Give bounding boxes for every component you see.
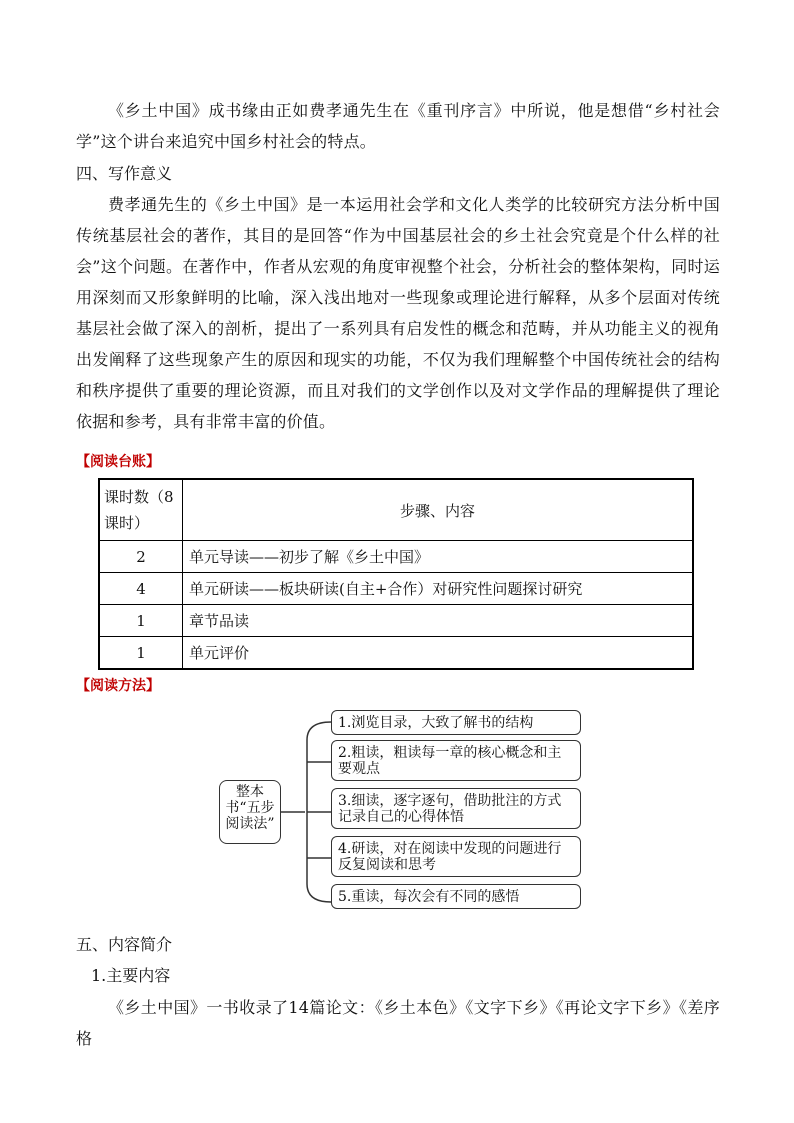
- table-row: [99, 573, 693, 605]
- table-row: [99, 637, 693, 670]
- row-hours: 4: [99, 573, 183, 605]
- mindmap-step-1: 1.浏览目录，大致了解书的结构: [331, 710, 581, 735]
- row-content: 单元导读——初步了解《乡土中国》: [183, 541, 694, 573]
- mindmap-root: 整本书“五步阅读法”: [219, 780, 281, 844]
- mindmap-step-3: 3.细读，逐字逐句，借助批注的方式记录自己的心得体悟: [331, 788, 581, 829]
- header-content: 步骤、内容: [183, 479, 694, 541]
- section-5-subheading: 1.主要内容: [91, 966, 171, 985]
- row-content: 章节品读: [183, 605, 694, 637]
- row-content: 单元研读——板块研读(自主+合作）对研究性问题探讨研究: [183, 573, 694, 605]
- table-header-row: [99, 479, 693, 541]
- table-row: [99, 541, 693, 573]
- row-content: 单元评价: [183, 637, 694, 670]
- reading-ledger-tag: 【阅读台账】: [76, 454, 160, 470]
- row-hours: 2: [99, 541, 183, 573]
- mindmap-step-2: 2.粗读，粗读每一章的核心概念和主要观点: [331, 740, 581, 781]
- reading-method-mindmap: [215, 700, 585, 920]
- intro-paragraph: 《乡土中国》成书缘由正如费孝通先生在《重刊序言》中所说，他是想借“乡村社会学”这个讲台来追究中国乡村社会的特点。: [76, 101, 720, 151]
- section-4-heading: 四、写作意义: [76, 164, 173, 183]
- reading-method-tag: 【阅读方法】: [76, 678, 160, 694]
- section-4-paragraph: 费孝通先生的《乡土中国》是一本运用社会学和文化人类学的比较研究方法分析中国传统基层社会的著作，其目的是回答“作为中国基层社会的乡土社会究竟是个什么样的社会”这个问题。在著作中，作者从宏观的角度审视整个社会，分析社会的整体架构，同时运用深刻而又形象鲜明的比喻，深入浅出地对一些现象或理论进行解释，从多个层面对传统基层社会做了深入的剖析，提出了一系列具有启发性的概念和范畴，并从功能主义的视角出发阐释了这些现象产生的原因和现实的功能，不仅为我们理解整个中国传统社会的结构和秩序提供了重要的理论资源，而且对我们的文学创作以及对文学作品的理解提供了理论依据和参考，具有非常丰富的价值。: [76, 195, 720, 431]
- table-row: [99, 605, 693, 637]
- mindmap-step-4: 4.研读，对在阅读中发现的问题进行反复阅读和思考: [331, 836, 581, 877]
- section-5-paragraph: 《乡土中国》一书收录了14篇论文：《乡土本色》《文字下乡》《再论文字下乡》《差序格: [76, 998, 720, 1048]
- row-hours: 1: [99, 637, 183, 670]
- row-hours: 1: [99, 605, 183, 637]
- mindmap-step-5: 5.重读，每次会有不同的感悟: [331, 884, 581, 909]
- section-5-heading: 五、内容简介: [76, 935, 173, 954]
- reading-ledger-table: [98, 478, 694, 670]
- header-hours: 课时数（8课时）: [99, 479, 183, 541]
